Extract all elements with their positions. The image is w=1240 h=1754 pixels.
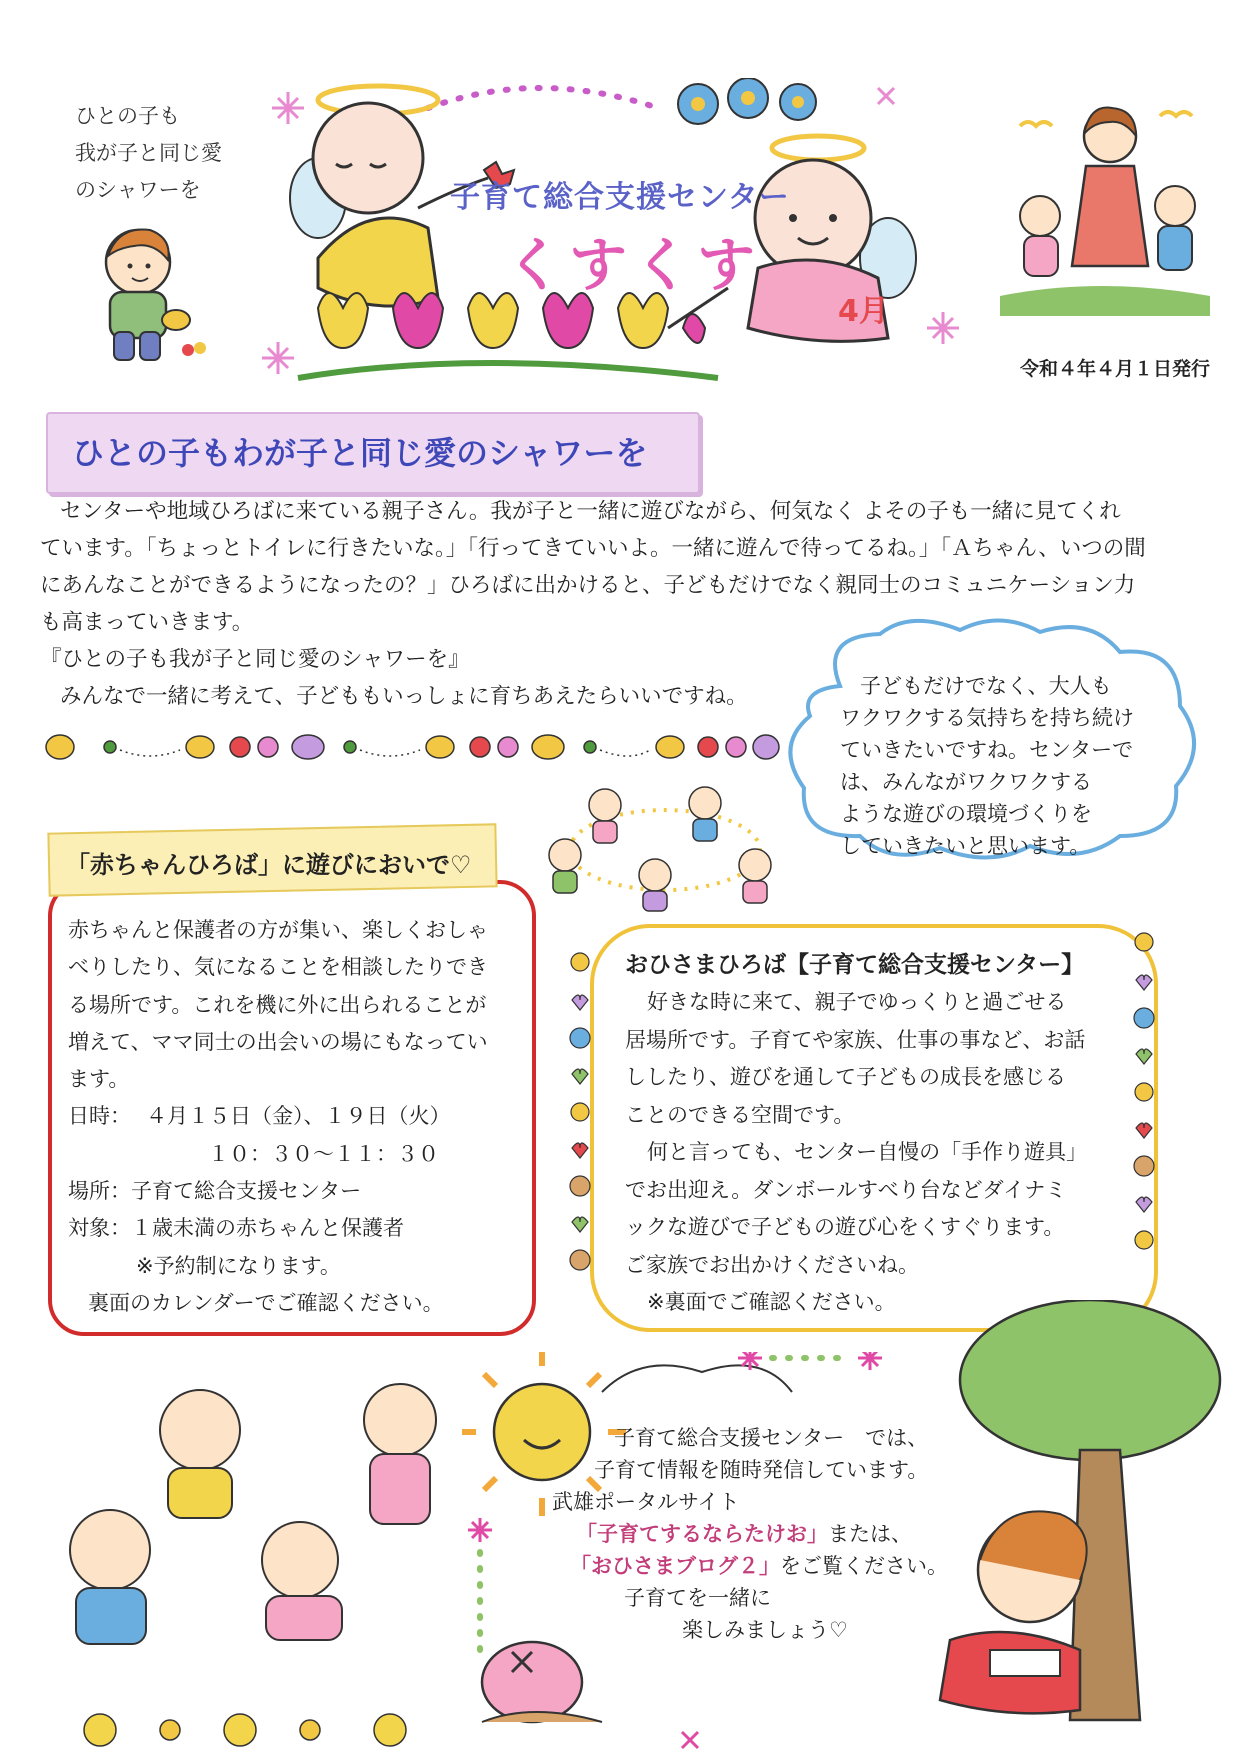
mother-children-icon bbox=[1000, 96, 1210, 316]
body-line: 赤ちゃんと保護者の方が集い、楽しくおしゃ bbox=[68, 918, 488, 942]
month-label: 4月 bbox=[838, 294, 889, 329]
cloud-message bbox=[840, 670, 1134, 862]
body-line: 何と言っても、センター自慢の「手作り遊具」 bbox=[647, 1140, 1088, 1164]
body-line: センターや地域ひろばに来ている親子さん。我が子と一緒に遊びながら、何気なく よその子も一緒に見てくれ bbox=[60, 499, 1121, 524]
bottom-line: 子育て総合支援センター では、 bbox=[614, 1426, 929, 1450]
intro-quote-line: ひとの子も bbox=[75, 104, 180, 128]
children-circle-icon bbox=[535, 775, 795, 915]
cloud-line: ような遊びの環境づくりを bbox=[840, 802, 1092, 826]
body-line: べりしたり、気になることを相談したりでき bbox=[68, 955, 488, 980]
bottom-line: 楽しみましょう♡ bbox=[682, 1618, 848, 1642]
intro-quote-line: 我が子と同じ愛 bbox=[75, 141, 222, 165]
body-line: でお出迎え。ダンボールすべり台などダイナミ bbox=[625, 1177, 1067, 1202]
bottom-text: をご覧ください。 bbox=[780, 1554, 948, 1578]
newsletter-title: くすくす bbox=[505, 231, 762, 299]
body-line: ます。 bbox=[68, 1067, 130, 1092]
body-line: も高まっていきます。 bbox=[40, 610, 254, 635]
tulips-icon bbox=[298, 293, 718, 378]
mole-icon bbox=[482, 1642, 602, 1722]
calendar-note: 裏面のカレンダーでご確認ください。 bbox=[88, 1290, 444, 1315]
side-icons-left bbox=[562, 950, 598, 1280]
cloud-line: は、みんながワクワクする bbox=[840, 770, 1092, 794]
reservation-note: ※予約制になります。 bbox=[136, 1253, 341, 1278]
bottom-line bbox=[552, 1518, 948, 1550]
event-time: １０：３０～１１：３０ bbox=[208, 1141, 439, 1166]
body-line: ことのできる空間です。 bbox=[625, 1102, 855, 1127]
body-line: ※裏面でご確認ください。 bbox=[647, 1290, 896, 1314]
bottom-line: 子育て情報を随時発信しています。 bbox=[594, 1458, 929, 1482]
blue-flowers-icon bbox=[678, 78, 816, 124]
intro-quote-line: のシャワーを bbox=[75, 178, 201, 202]
body-line: 好きな時に来て、親子でゆっくりと過ごせる bbox=[647, 990, 1067, 1014]
date-value: ４月１５日（金）、１９日（火） bbox=[146, 1104, 451, 1129]
cloud-line: 子どもだけでなく、大人も bbox=[860, 674, 1112, 698]
body-line: ています。「ちょっとトイレに行きたいな。」「行ってきていいよ。一緒に遊んで待ってるね。」「Ａちゃん、いつの間 bbox=[40, 536, 1146, 561]
body-line: 居場所です。子育てや家族、仕事の事など、お話 bbox=[625, 1027, 1086, 1052]
bottom-line bbox=[552, 1550, 948, 1582]
section-title: ひとの子もわが子と同じ愛のシャワーを bbox=[72, 434, 648, 472]
cloud-line: ワクワクする気持ちを持ち続け bbox=[840, 706, 1134, 730]
event-place: 場所：子育て総合支援センター bbox=[68, 1179, 362, 1204]
watering-boy-icon bbox=[88, 220, 208, 370]
baby-hiroba-title: 「赤ちゃんひろば」に遊びにおいで♡ bbox=[66, 851, 472, 879]
body-line: みんなで一緒に考えて、子どももいっしょに育ちあえたらいいですね。 bbox=[60, 684, 748, 709]
bottom-message bbox=[552, 1422, 948, 1646]
body-line: 『ひとの子も我が子と同じ愛のシャワーを』 bbox=[40, 647, 470, 672]
body-line: にあんなことができるようになったの？」ひろばに出かけると、子どもだけでなく親同士のコミュニケーション力 bbox=[40, 573, 1136, 598]
baby-hiroba-body bbox=[68, 912, 488, 1322]
site-name-link[interactable]: 「子育てするならたけお」 bbox=[576, 1522, 828, 1546]
body-line: ご家族でお出かけくださいね。 bbox=[625, 1252, 919, 1277]
ohisama-body bbox=[625, 984, 1087, 1322]
body-line: ししたり、遊びを通して子どもの成長を感じる bbox=[625, 1065, 1066, 1089]
bottom-line: 子育てを一緒に bbox=[624, 1586, 771, 1610]
body-line: る場所です。これを機に外に出られることが bbox=[68, 992, 487, 1017]
body-line: 増えて、ママ同士の出会いの場にもなってい bbox=[68, 1029, 488, 1054]
cloud-line: ていきたいですね。センターで bbox=[840, 738, 1134, 762]
babies-group-icon bbox=[30, 1360, 470, 1720]
date-label: 日時： bbox=[68, 1104, 131, 1129]
issue-date: 令和４年４月１日発行 bbox=[1019, 358, 1210, 380]
chicks-border-icon bbox=[70, 1710, 430, 1750]
ohisama-title: おひさまひろば【子育て総合支援センター】 bbox=[625, 952, 1085, 978]
bee-flower-border-icon bbox=[40, 722, 780, 772]
org-name: 子育て総合支援センター bbox=[450, 180, 790, 215]
side-icons-right bbox=[1126, 930, 1162, 1260]
body-line: ックな遊びで子どもの遊び心をくすぐります。 bbox=[625, 1215, 1065, 1239]
event-date bbox=[68, 1098, 488, 1135]
bottom-text: または、 bbox=[828, 1522, 912, 1546]
cloud-line: していきたいと思います。 bbox=[840, 834, 1091, 858]
intro-quote bbox=[75, 98, 222, 209]
bottom-line: 武雄ポータルサイト bbox=[552, 1490, 740, 1514]
girl-reading-tree-icon bbox=[930, 1300, 1230, 1730]
event-target: 対象：１歳未満の赤ちゃんと保護者 bbox=[68, 1216, 404, 1241]
blog-name-link[interactable]: 「おひさまブログ２」 bbox=[570, 1554, 780, 1578]
